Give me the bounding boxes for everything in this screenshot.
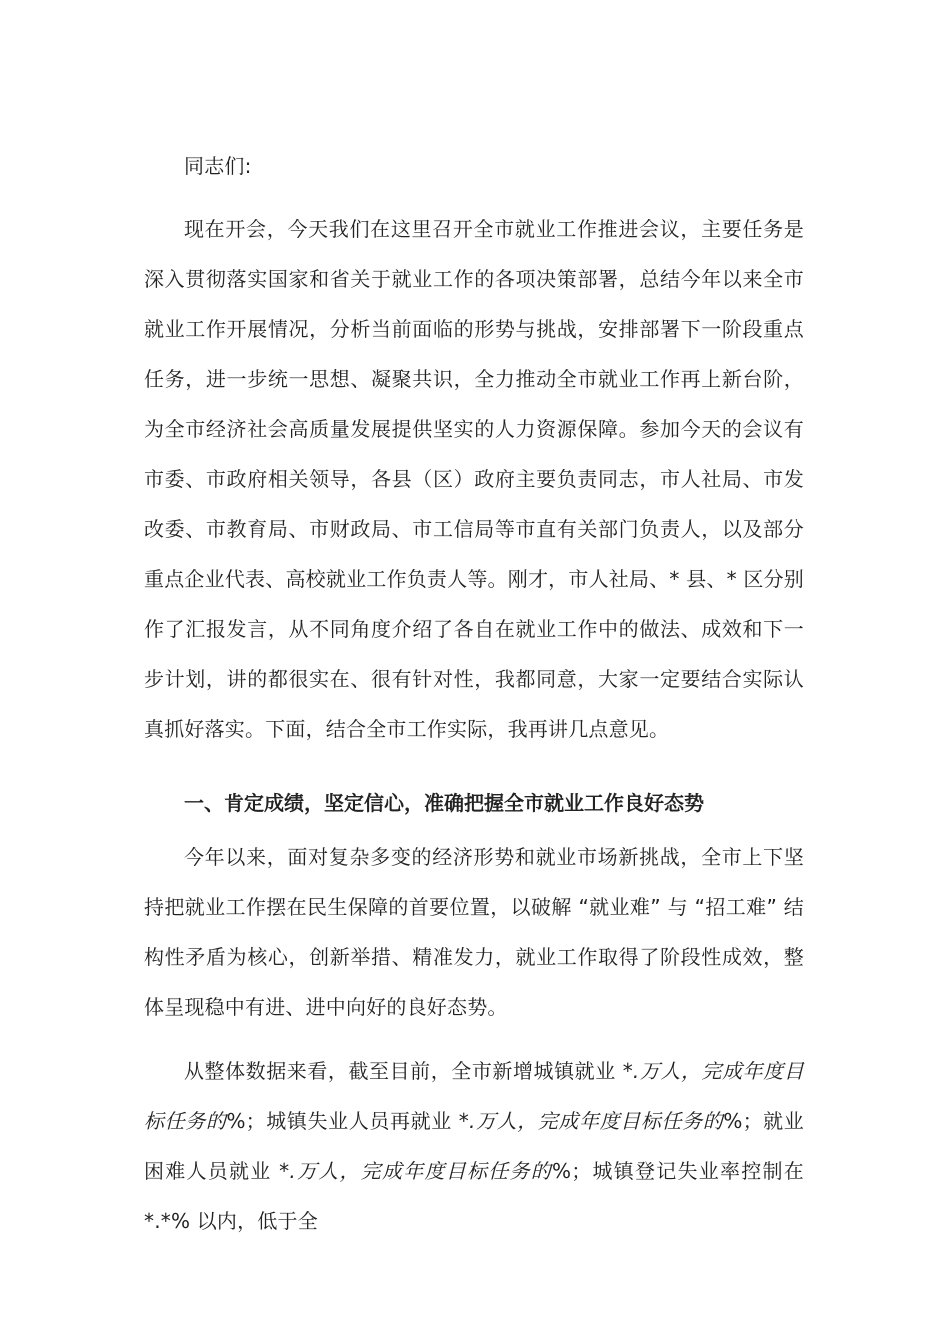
paragraph-opening: 现在开会，今天我们在这里召开全市就业工作推进会议，主要任务是深入贯彻落实国家和省关于就业工作的各项决策部署，总结今年以来全市就业工作开展情况，分析当前面临的形势与挑战，安排部署下一阶段重点任务，进一步统一思想、凝聚共识，全力推动全市就业工作再上新台阶，为全市经济社会高质量发展提供坚实的人力资源保障。参加今天的会议有市委、市政府相关领导，各县（区）政府主要负责同志，市人社局、市发改委、市教育局、市财政局、市工信局等市直有关部门负责人，以及部分重点企业代表、高校就业工作负责人等。刚才，市人社局、* 县、* 区分别作了汇报发言，从不同角度介绍了各自在就业工作中的做法、成效和下一步计划，讲的都很实在、很有针对性，我都同意，大家一定要结合实际认真抓好落实。下面，结合全市工作实际，我再讲几点意见。 — [144, 217, 804, 741]
data-text-1: 从整体数据来看，截至目前，全市新增城镇就业 * — [184, 1059, 633, 1083]
paragraph-situation: 今年以来，面对复杂多变的经济形势和就业市场新挑战，全市上下坚持把就业工作摆在民生保障的首要位置，以破解 “就业难” 与 “招工难” 结构性矛盾为核心，创新举措、精准发力，就业工作取得了阶段性成效，整体呈现稳中有进、进中向好的良好态势。 — [144, 845, 804, 1019]
data-text-6: .万人，完成年度目标任务的 — [289, 1159, 553, 1183]
paragraph-data — [144, 1046, 804, 1246]
section-heading-1: 一、肯定成绩，坚定信心，准确把握全市就业工作良好态势 — [184, 791, 704, 815]
data-text-4: .万人，完成年度目标任务的 — [469, 1109, 724, 1133]
data-text-7: %；城镇登记失业率控制在 *.*% 以内，低于全 — [144, 1159, 804, 1233]
data-text-2: .万人，完成年度目标任务的 — [144, 1059, 804, 1133]
data-text-3: %；城镇失业人员再就业 * — [226, 1109, 469, 1133]
salutation: 同志们: — [184, 154, 252, 178]
document-body — [144, 141, 804, 1246]
data-text-5: %；就业困难人员就业 * — [144, 1109, 804, 1183]
